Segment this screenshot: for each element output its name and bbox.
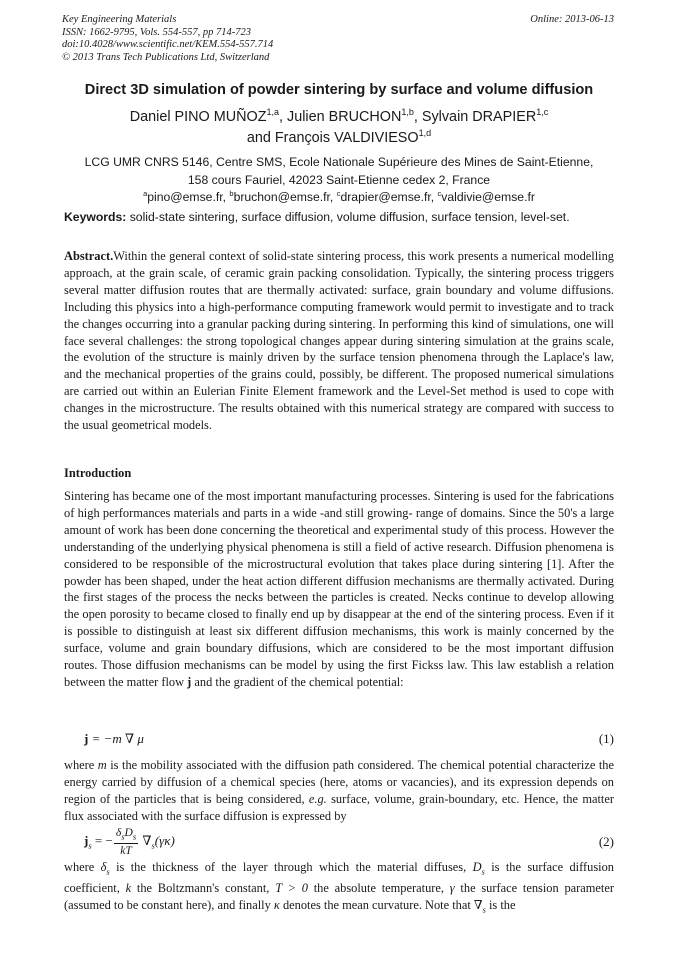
journal-header: [62, 14, 273, 64]
author-affil-sup: 1,b: [401, 107, 414, 117]
math-symbol: m: [97, 758, 107, 772]
math-symbol: ∇: [473, 898, 483, 913]
paper-title: Direct 3D simulation of powder sintering by surface and volume diffusion: [84, 82, 594, 98]
eq2-argument: (γκ): [154, 833, 175, 849]
equation-2: [84, 826, 614, 858]
email-sup: c: [437, 189, 442, 198]
email-list: [0, 189, 678, 207]
intro-text: Sintering has became one of the most important manufacturing processes. Sintering is used for the fabrications of high performances materials and parts in a wide -and still growing- range of domains. Since the 50's a large amount of work has been done concerning the theoretical and experimental study of this process. However the understanding of the underlying physical phenomena is still a field of active research. Diffusion phenomena is considered to be responsible of the microstructural evolution that takes place during sintering [1]. After the powder has been shaped, under the heat action different diffusion mechanisms are thermally activated. During the first stages of the process the necks between the particles is created. Necks continue to develop allowing the open porosity to became closed to finally end up by disappear at the end of the sintering process. Even if it is possible to distinguish at least six different diffusion mechanisms, this work is mainly concerned by the surface, volume and grain boundary diffusions, which are considered to be the most important diffusion routes. Those diffusion mechanisms can be model by using the first Fickss law. This law establish a relation between the matter flow: [64, 489, 614, 689]
equation-number: (1): [598, 731, 614, 746]
math-symbol: D: [472, 860, 482, 874]
author-name: Sylvain DRAPIER: [421, 109, 537, 125]
eq2-gradient: ∇: [139, 833, 152, 849]
journal-name: Key Engineering Materials: [62, 14, 177, 25]
para-text: where: [64, 860, 101, 874]
eq2-equals: = −: [91, 833, 113, 849]
author-affil-sup: 1,a: [266, 107, 279, 117]
eq2-fraction: [114, 826, 138, 858]
para-text: is the thickness of the layer through which the material diffuses,: [109, 860, 473, 874]
email-sup: a: [143, 189, 148, 198]
para-text: the Boltzmann's constant,: [131, 881, 276, 896]
paragraph: [64, 757, 614, 825]
math-symbol: δ: [100, 860, 107, 874]
para-emphasis: e.g.: [308, 791, 327, 806]
affiliation-line: 158 cours Fauriel, 42023 Saint-Etienne cedex 2, France: [187, 172, 491, 187]
intro-flux-symbol: j: [187, 674, 192, 689]
author-name: Julien BRUCHON: [287, 109, 402, 125]
keywords-text: solid-state sintering, surface diffusion, volume diffusion, surface tension, level-set.: [126, 210, 570, 224]
equation-1: [84, 731, 614, 755]
eq2-sub: s: [132, 831, 137, 842]
eq2-sub: s: [88, 840, 92, 851]
author-and: and: [246, 130, 275, 146]
para-text: the surface tension parameter (assumed to be constant here), and finally: [64, 881, 614, 913]
email-address[interactable]: pino@emse.fr,: [147, 190, 226, 204]
math-symbol: k: [125, 881, 132, 896]
eq2-sub: s: [151, 840, 155, 851]
para-text: is the mobility associated with the diffusion path considered. The chemical potential characterize the energy carried by diffusion of a chemical species (here, atoms or vacancies), and its expression depends on region of the particles that is being considered,: [64, 758, 614, 806]
email-address[interactable]: valdivie@emse.fr: [441, 190, 535, 204]
equation-number: (2): [598, 834, 614, 849]
para-text: surface, volume, grain-boundary, etc. Hence, the matter flux associated with the surface diffusion is expressed by: [64, 791, 614, 823]
author-affil-sup: 1,c: [536, 107, 549, 117]
math-symbol: γ: [449, 881, 455, 896]
eq2-D: D: [124, 827, 133, 839]
abstract-label: Abstract.: [64, 249, 114, 263]
section-heading: Introduction: [64, 466, 132, 480]
eq2-delta: δ: [115, 827, 122, 839]
para-text: is the: [485, 898, 516, 913]
affiliation: [0, 154, 678, 207]
keywords-label: Keywords:: [64, 210, 127, 224]
eq2-flux: j: [84, 833, 89, 849]
math-sub: s: [482, 904, 486, 915]
introduction-paragraph: [64, 488, 614, 691]
eq2-sub: s: [121, 831, 125, 842]
email-address[interactable]: bruchon@emse.fr,: [233, 190, 334, 204]
keywords: [64, 210, 616, 224]
affiliation-line: LCG UMR CNRS 5146, Centre SMS, Ecole Nationale Supérieure des Mines de Saint-Etienne,: [84, 155, 594, 169]
math-symbol: κ: [273, 898, 280, 913]
para-text: denotes the mean curvature. Note that: [279, 898, 474, 913]
para-text: where: [64, 758, 98, 772]
eq2-denominator: kT: [120, 845, 132, 858]
email-sup: b: [229, 189, 234, 198]
eq1-rhs: = −m ∇ μ: [88, 731, 144, 746]
online-date: Online: 2013-06-13: [530, 14, 614, 25]
author-list: Daniel PINO MUÑOZ$^{1,a}$, Julien BRUCHON$^{1,b}$, Sylvain DRAPIER$^{1,c}$ and François VALDIVIESO$^{1,d}$: [129, 107, 549, 146]
eq1-flux: j: [84, 731, 89, 746]
math-sub: s: [106, 866, 110, 877]
math-symbol: T > 0: [275, 881, 308, 896]
doi-line: doi:10.4028/www.scientific.net/KEM.554-557.714: [62, 39, 274, 51]
abstract: [64, 248, 614, 434]
author-name: Daniel PINO MUÑOZ: [129, 109, 267, 125]
issn-line: ISSN: 1662-9795, Vols. 554-557, pp 714-723: [62, 26, 251, 38]
para-text: is the surface diffusion coefficient,: [64, 860, 614, 896]
author-name: François VALDIVIESO: [274, 130, 419, 146]
copyright-line: © 2013 Trans Tech Publications Ltd, Switzerland: [62, 51, 270, 63]
abstract-text: Within the general context of solid-state sintering process, this work presents a numerical modelling approach, at the grain scale, of ceramic grain packing consolidation. Typically, the sintering process triggers several matter diffusion routes that are thermally activated: surface, grain boundary and volume diffusions. Including this physics into a high-performance computing framework would permit to investigate and to track the changes occurring into a granular packing during sintering. In performing this kind of simulations, one will face several challenges: the strong topological changes appear during sintering simulation at the grains scale, the evolution of the structure is mainly driven by the surface tension phenomena through the Laplace's law, and the mechanical properties of the grains could, possibly, be different. The proposed numerical simulations are carried out within an Eulerian Finite Element framework and the Level-Set method is used to cope with changes in the microstructure. The results obtained with this numerical strategy are compared with success to the usual geometrical models.: [64, 249, 614, 433]
author-affil-sup: 1,d: [418, 128, 432, 138]
intro-text-end: and the gradient of the chemical potential:: [191, 674, 404, 689]
para-text: the absolute temperature,: [307, 881, 450, 896]
email-address[interactable]: drapier@emse.fr,: [340, 190, 435, 204]
email-sup: c: [336, 189, 341, 198]
math-sub: s: [481, 866, 485, 877]
paragraph: [64, 859, 614, 919]
